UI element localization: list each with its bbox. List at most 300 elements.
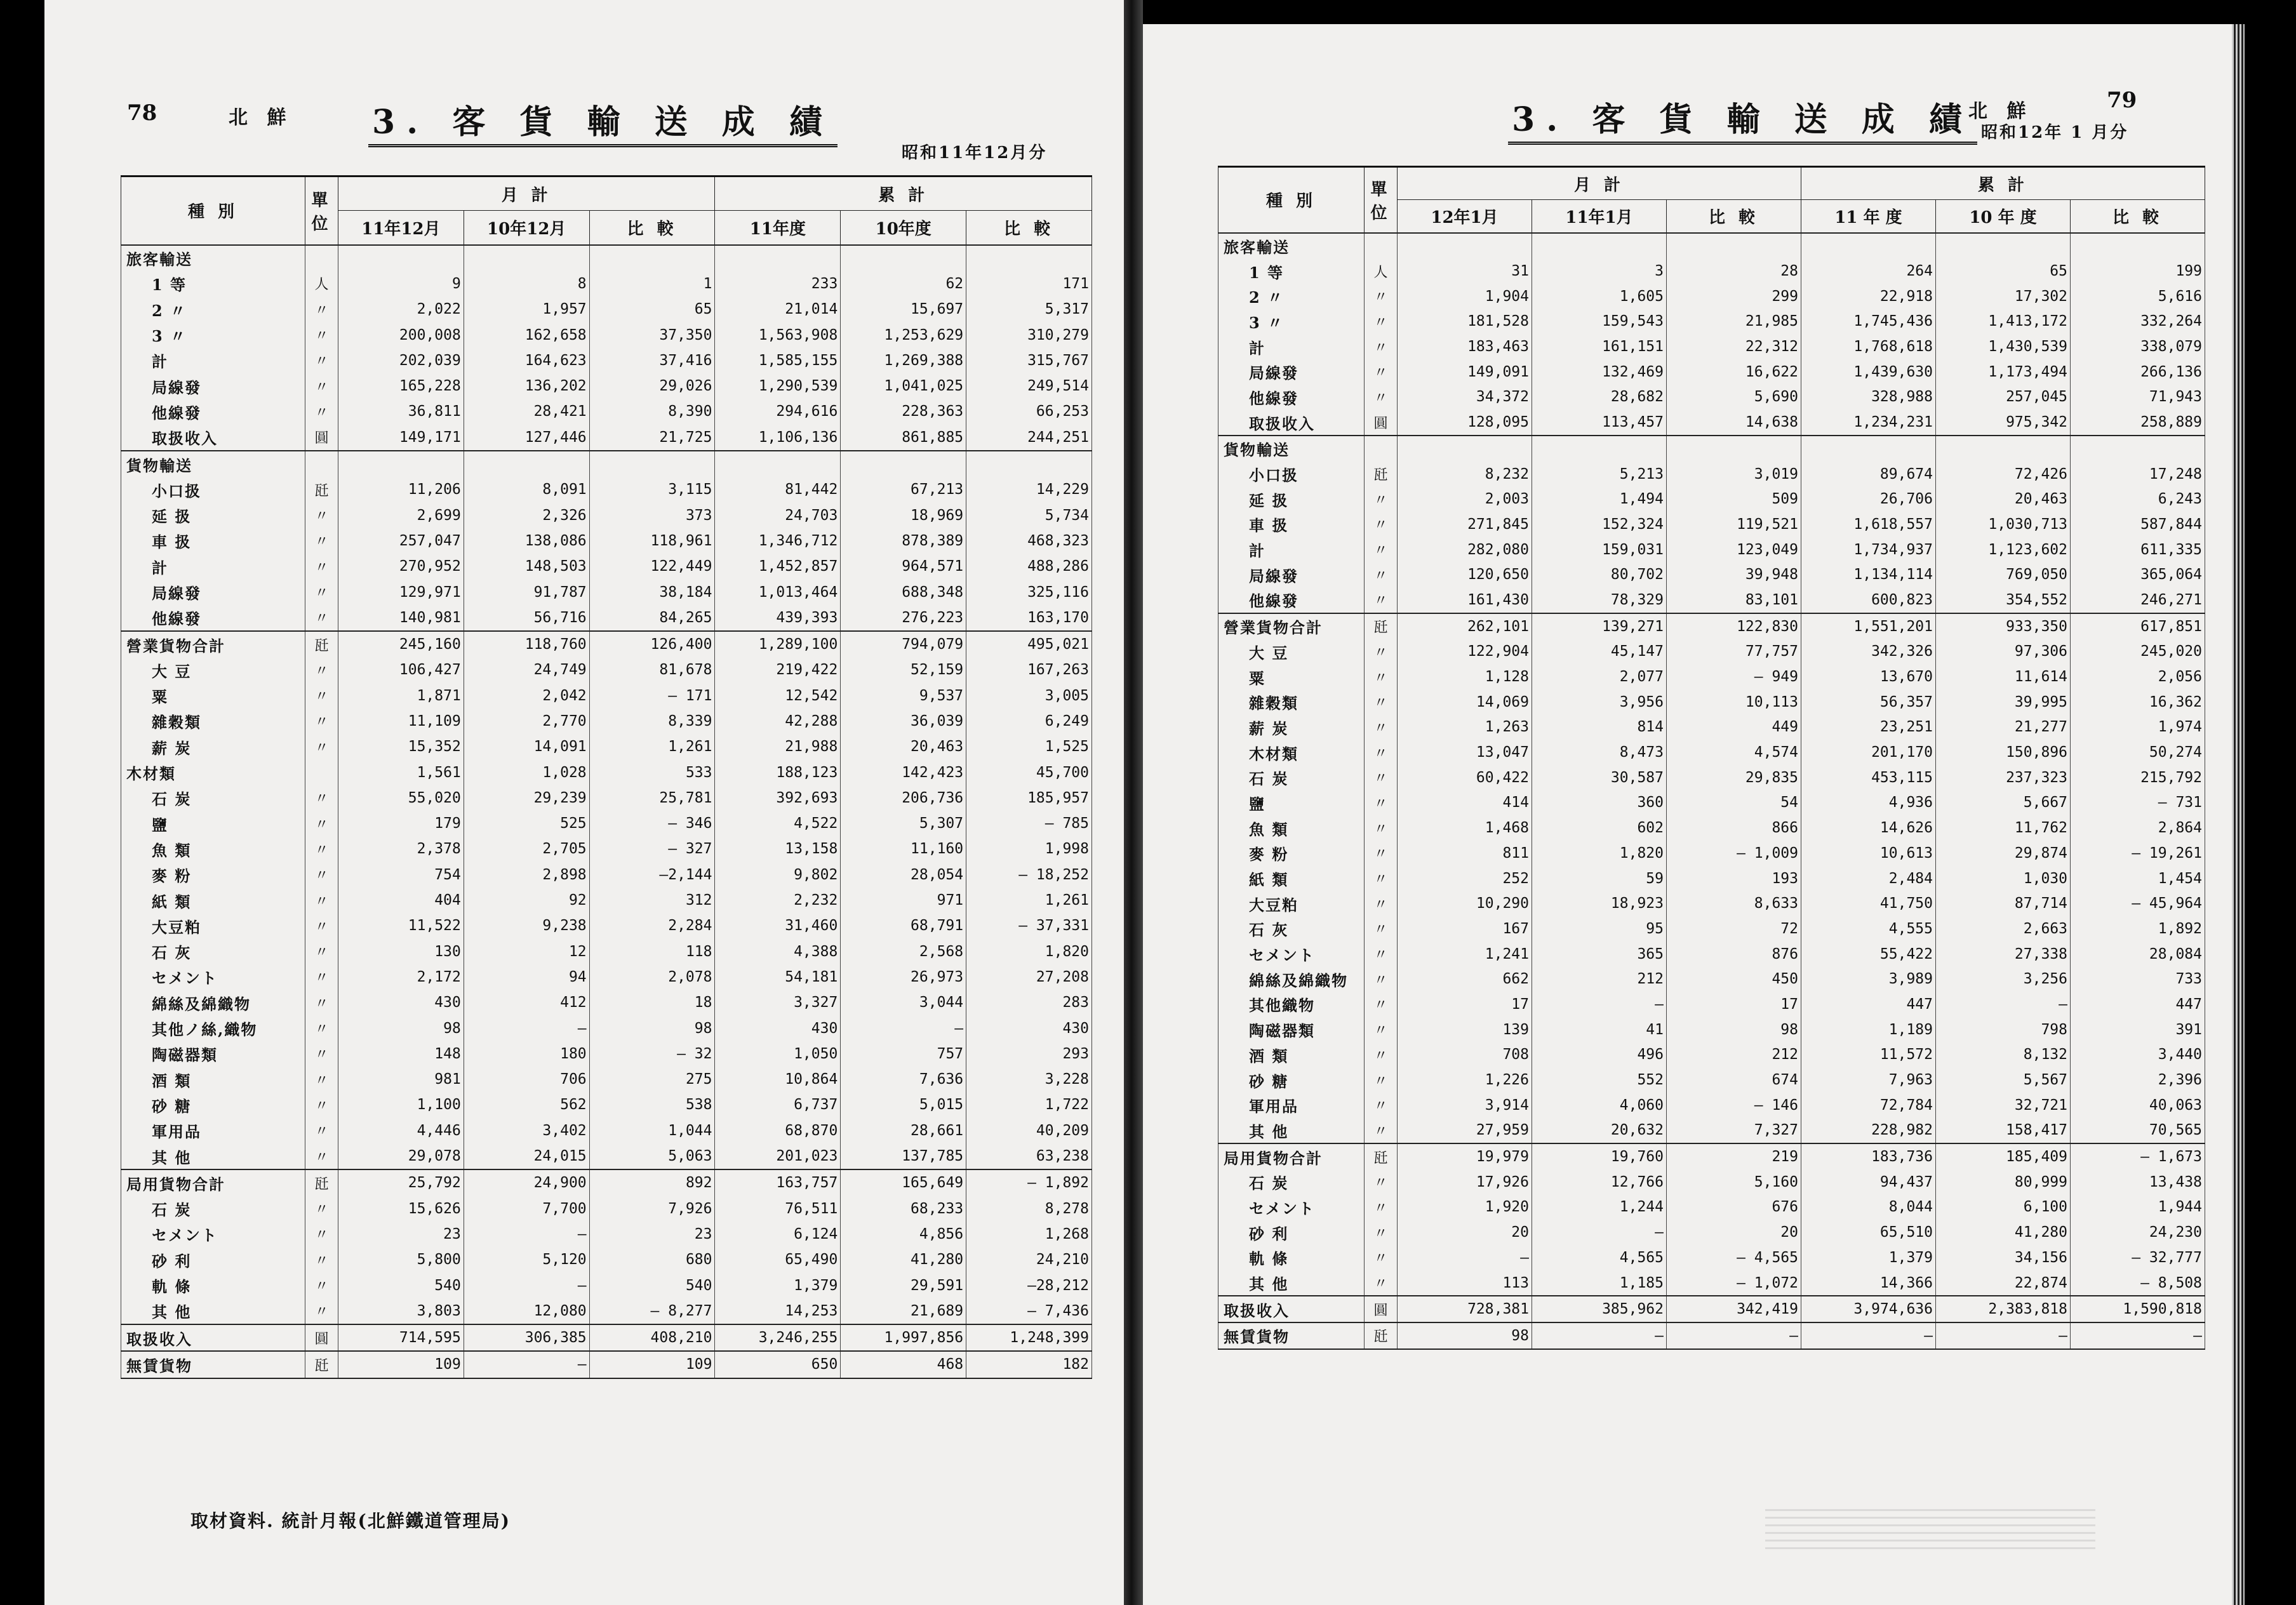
- row-label: 陶磁器類: [121, 1041, 305, 1067]
- cell-value: 54: [1667, 790, 1801, 816]
- col-unit-header: 單 位: [305, 176, 338, 245]
- cell-value: 408,210: [589, 1324, 715, 1351]
- cell-value: 468: [841, 1351, 966, 1378]
- cell-value: 1,189: [1801, 1017, 1936, 1042]
- cell-value: 1,244: [1532, 1195, 1667, 1220]
- row-label: 局用貨物合計: [121, 1169, 305, 1195]
- cell-value: 4,522: [715, 811, 841, 836]
- cell-value: 219,422: [715, 657, 841, 683]
- cell-value: 148: [338, 1041, 464, 1067]
- cell-value: 36,811: [338, 399, 464, 424]
- col-kind-header: 種 別: [1218, 167, 1365, 233]
- row-unit: [1365, 436, 1398, 462]
- cell-value: 892: [589, 1169, 715, 1195]
- cell-value: 6,249: [966, 709, 1092, 734]
- cell-value: 3,256: [1936, 966, 2071, 992]
- cell-value: 25,781: [589, 785, 715, 811]
- cell-value: 246,271: [2071, 587, 2205, 613]
- table-row: [121, 1272, 1092, 1298]
- cell-value: 1,920: [1398, 1195, 1532, 1220]
- table-row: [1218, 916, 2205, 942]
- row-unit: 〃: [1365, 1195, 1398, 1220]
- cell-value: 449: [1667, 715, 1801, 740]
- cell-value: 14,638: [1667, 410, 1801, 436]
- cell-value: 964,571: [841, 554, 966, 579]
- cell-value: 325,116: [966, 579, 1092, 604]
- cell-value: 159,543: [1532, 309, 1667, 335]
- cell-value: 8,278: [966, 1195, 1092, 1221]
- row-label: 貨物輸送: [121, 451, 305, 477]
- table-row: [121, 502, 1092, 528]
- cell-value: 20: [1667, 1220, 1801, 1245]
- row-unit: 〃: [1365, 284, 1398, 309]
- table-row: [1218, 284, 2205, 309]
- cell-value: — 8,508: [2071, 1270, 2205, 1296]
- cell-value: 163,170: [966, 605, 1092, 631]
- cell-value: 54,181: [715, 964, 841, 990]
- cell-value: 67,213: [841, 477, 966, 502]
- cell-value: 293: [966, 1041, 1092, 1067]
- cell-value: [2071, 436, 2205, 462]
- period-label: 昭和12年 1 月分: [1981, 123, 2129, 142]
- cell-value: 299: [1667, 284, 1801, 309]
- row-unit: 〃: [305, 1118, 338, 1143]
- cell-value: 23: [589, 1222, 715, 1247]
- cell-value: 68,233: [841, 1195, 966, 1221]
- row-unit: 〃: [305, 1015, 338, 1041]
- cell-value: 28,084: [2071, 942, 2205, 967]
- cell-value: 453,115: [1801, 765, 1936, 790]
- cell-value: 728,381: [1398, 1296, 1532, 1322]
- cell-value: 1,892: [2071, 916, 2205, 942]
- table-row: [1218, 740, 2205, 765]
- row-unit: 〃: [305, 913, 338, 938]
- row-unit: 〃: [1365, 815, 1398, 841]
- row-label: 砂 利: [1218, 1220, 1365, 1245]
- cell-value: 2,078: [589, 964, 715, 990]
- cell-value: — 949: [1667, 664, 1801, 689]
- cell-value: [1532, 233, 1667, 259]
- cell-value: 42,288: [715, 709, 841, 734]
- cell-value: 495,021: [966, 631, 1092, 657]
- cell-value: 13,158: [715, 836, 841, 862]
- cell-value: 1,998: [966, 836, 1092, 862]
- cell-value: 430: [338, 990, 464, 1015]
- cell-value: 252: [1398, 866, 1532, 891]
- cell-value: 1,957: [464, 296, 589, 322]
- cell-value: 19,760: [1532, 1143, 1667, 1169]
- row-unit: 〃: [1365, 1169, 1398, 1195]
- row-unit: 瓩: [305, 1351, 338, 1378]
- cell-value: 11,206: [338, 477, 464, 502]
- row-label: 酒 類: [1218, 1042, 1365, 1068]
- cell-value: 98: [589, 1015, 715, 1041]
- cell-value: 106,427: [338, 657, 464, 683]
- table-row: [121, 939, 1092, 964]
- cell-value: 13,047: [1398, 740, 1532, 765]
- cell-value: 27,338: [1936, 942, 2071, 967]
- cell-value: 21,725: [589, 425, 715, 451]
- cell-value: 72,426: [1936, 462, 2071, 487]
- table-row: [1218, 841, 2205, 866]
- row-label: 局線發: [1218, 359, 1365, 385]
- row-label: 2 〃: [121, 296, 305, 322]
- cell-value: 21,277: [1936, 715, 2071, 740]
- cell-value: [715, 245, 841, 271]
- cell-value: 29,591: [841, 1272, 966, 1298]
- cell-value: 14,366: [1801, 1270, 1936, 1296]
- row-label: 石 炭: [121, 1195, 305, 1221]
- table-row: [1218, 1245, 2205, 1270]
- cell-value: 18,923: [1532, 891, 1667, 916]
- row-label: 營業貨物合計: [1218, 613, 1365, 639]
- row-unit: 〃: [305, 1041, 338, 1067]
- cell-value: 1,241: [1398, 942, 1532, 967]
- cell-value: 769,050: [1936, 562, 2071, 587]
- cell-value: 219: [1667, 1143, 1801, 1169]
- cell-value: 1,379: [715, 1272, 841, 1298]
- table-row: [121, 348, 1092, 373]
- row-label: 大豆粕: [121, 913, 305, 938]
- cell-value: 814: [1532, 715, 1667, 740]
- row-unit: 〃: [1365, 765, 1398, 790]
- cell-value: 23,251: [1801, 715, 1936, 740]
- cell-value: 17,302: [1936, 284, 2071, 309]
- cell-value: 1,561: [338, 759, 464, 785]
- row-label: 計: [1218, 537, 1365, 563]
- row-label: 小口扱: [1218, 462, 1365, 487]
- row-label: 取扱收入: [1218, 1296, 1365, 1322]
- cell-value: 276,223: [841, 605, 966, 631]
- cell-value: 14,091: [464, 734, 589, 759]
- cell-value: 140,981: [338, 605, 464, 631]
- row-unit: 瓩: [1365, 1322, 1398, 1349]
- row-label: 綿絲及綿織物: [121, 990, 305, 1015]
- cell-value: 72,784: [1801, 1093, 1936, 1118]
- cell-value: 130: [338, 939, 464, 964]
- cell-value: 1,173,494: [1936, 359, 2071, 385]
- row-unit: 〃: [305, 709, 338, 734]
- cell-value: 52,159: [841, 657, 966, 683]
- cell-value: 29,835: [1667, 765, 1801, 790]
- row-unit: 〃: [305, 1222, 338, 1247]
- cell-value: —: [841, 1015, 966, 1041]
- row-label: 貨物輸送: [1218, 436, 1365, 462]
- cell-value: 5,063: [589, 1143, 715, 1169]
- row-label: 計: [1218, 334, 1365, 359]
- table-row: [1218, 1220, 2205, 1245]
- row-unit: 〃: [1365, 512, 1398, 537]
- cell-value: 391: [2071, 1017, 2205, 1042]
- cell-value: 2,022: [338, 296, 464, 322]
- cell-value: 45,147: [1532, 639, 1667, 665]
- cell-value: 975,342: [1936, 410, 2071, 436]
- row-label: 計: [121, 348, 305, 373]
- cell-value: 5,015: [841, 1092, 966, 1117]
- cell-value: 587,844: [2071, 512, 2205, 537]
- cell-value: 540: [589, 1272, 715, 1298]
- row-unit: 圓: [305, 1324, 338, 1351]
- cell-value: 4,574: [1667, 740, 1801, 765]
- cell-value: 5,616: [2071, 284, 2205, 309]
- cell-value: 171: [966, 271, 1092, 296]
- table-row: [1218, 233, 2205, 259]
- cell-value: —: [1667, 1322, 1801, 1349]
- cell-value: — 327: [589, 836, 715, 862]
- cell-value: 113: [1398, 1270, 1532, 1296]
- cell-value: 120,650: [1398, 562, 1532, 587]
- col-header: 比 較: [1667, 200, 1801, 233]
- cell-value: 14,069: [1398, 689, 1532, 715]
- cell-value: 87,714: [1936, 891, 2071, 916]
- row-label: 酒 類: [121, 1067, 305, 1092]
- cell-value: 188,123: [715, 759, 841, 785]
- cell-value: 1,030: [1936, 866, 2071, 891]
- cell-value: 533: [589, 759, 715, 785]
- cell-value: 39,995: [1936, 689, 2071, 715]
- cell-value: 185,957: [966, 785, 1092, 811]
- cell-value: 1,439,630: [1801, 359, 1936, 385]
- cell-value: 215,792: [2071, 765, 2205, 790]
- cell-value: 1,454: [2071, 866, 2205, 891]
- cell-value: 3,019: [1667, 462, 1801, 487]
- row-label: 木材類: [1218, 740, 1365, 765]
- cell-value: 109: [338, 1351, 464, 1378]
- cell-value: 708: [1398, 1042, 1532, 1068]
- row-unit: 圓: [1365, 410, 1398, 436]
- cell-value: 1,268: [966, 1222, 1092, 1247]
- cell-value: 257,047: [338, 528, 464, 554]
- row-unit: 人: [1365, 258, 1398, 284]
- cell-value: 2,864: [2071, 815, 2205, 841]
- cell-value: 158,417: [1936, 1118, 2071, 1144]
- cell-value: 30,587: [1532, 765, 1667, 790]
- row-label: 小口扱: [121, 477, 305, 502]
- cell-value: 132,469: [1532, 359, 1667, 385]
- row-unit: 〃: [305, 579, 338, 604]
- cell-value: 662: [1398, 966, 1532, 992]
- cell-value: 11,572: [1801, 1042, 1936, 1068]
- table-row: [121, 709, 1092, 734]
- cell-value: 2,770: [464, 709, 589, 734]
- cell-value: 1,289,100: [715, 631, 841, 657]
- row-unit: 〃: [1365, 891, 1398, 916]
- row-label: 石 炭: [1218, 765, 1365, 790]
- col-cumulative-header: 累 計: [1801, 167, 2205, 200]
- row-unit: 〃: [1365, 1270, 1398, 1296]
- row-unit: 〃: [305, 811, 338, 836]
- cell-value: 540: [338, 1272, 464, 1298]
- col-kind-header: 種 別: [121, 176, 305, 245]
- cell-value: [338, 451, 464, 477]
- table-row: [121, 734, 1092, 759]
- cell-value: 8,091: [464, 477, 589, 502]
- cell-value: 28: [1667, 258, 1801, 284]
- cell-value: 41,750: [1801, 891, 1936, 916]
- table-row: [1218, 765, 2205, 790]
- row-label: 局用貨物合計: [1218, 1143, 1365, 1169]
- row-label: 1 等: [1218, 258, 1365, 284]
- table-row: [1218, 537, 2205, 563]
- cell-value: 266,136: [2071, 359, 2205, 385]
- cell-value: 98: [338, 1015, 464, 1041]
- row-label: 鹽: [1218, 790, 1365, 816]
- table-row: [1218, 1169, 2205, 1195]
- cell-value: 150,896: [1936, 740, 2071, 765]
- cell-value: —: [464, 1272, 589, 1298]
- row-unit: 瓩: [305, 1169, 338, 1195]
- cell-value: 757: [841, 1041, 966, 1067]
- cell-value: 22,918: [1801, 284, 1936, 309]
- cell-value: 142,423: [841, 759, 966, 785]
- cell-value: 2,378: [338, 836, 464, 862]
- cell-value: 933,350: [1936, 613, 2071, 639]
- cell-value: [464, 245, 589, 271]
- row-unit: 〃: [305, 1298, 338, 1324]
- table-row: [1218, 1067, 2205, 1093]
- cell-value: 78,329: [1532, 587, 1667, 613]
- cell-value: 34,372: [1398, 385, 1532, 410]
- cell-value: 271,845: [1398, 512, 1532, 537]
- cell-value: 183,736: [1801, 1143, 1936, 1169]
- cell-value: 1,494: [1532, 486, 1667, 512]
- transport-table: [1218, 166, 2205, 1350]
- cell-value: 244,251: [966, 425, 1092, 451]
- col-monthly-header: 月 計: [338, 176, 715, 211]
- cell-value: 4,565: [1532, 1245, 1667, 1270]
- cell-value: 450: [1667, 966, 1801, 992]
- cell-value: 34,156: [1936, 1245, 2071, 1270]
- table-row: [1218, 715, 2205, 740]
- cell-value: [715, 451, 841, 477]
- table-row: [121, 425, 1092, 451]
- cell-value: 1,452,857: [715, 554, 841, 579]
- cell-value: 245,160: [338, 631, 464, 657]
- row-unit: 〃: [305, 1067, 338, 1092]
- col-header: 11年12月: [338, 211, 464, 245]
- cell-value: [841, 451, 966, 477]
- cell-value: 29,026: [589, 373, 715, 399]
- cell-value: 127,446: [464, 425, 589, 451]
- cell-value: 4,856: [841, 1222, 966, 1247]
- row-unit: 〃: [305, 939, 338, 964]
- cell-value: 257,045: [1936, 385, 2071, 410]
- table-row: [1218, 1118, 2205, 1144]
- cell-value: 4,388: [715, 939, 841, 964]
- row-unit: 〃: [1365, 639, 1398, 665]
- cell-value: 3,803: [338, 1298, 464, 1324]
- cell-value: 1,248,399: [966, 1324, 1092, 1351]
- cell-value: 3,440: [2071, 1042, 2205, 1068]
- row-label: 他線發: [1218, 587, 1365, 613]
- cell-value: 28,682: [1532, 385, 1667, 410]
- cell-value: 11,522: [338, 913, 464, 938]
- cell-value: 55,422: [1801, 942, 1936, 967]
- cell-value: [1936, 436, 2071, 462]
- cell-value: 249,514: [966, 373, 1092, 399]
- cell-value: 310,279: [966, 322, 1092, 347]
- col-header: 比 較: [589, 211, 715, 245]
- cell-value: 24,210: [966, 1247, 1092, 1272]
- cell-value: 7,636: [841, 1067, 966, 1092]
- row-label: 其 他: [1218, 1118, 1365, 1144]
- cell-value: 2,326: [464, 502, 589, 528]
- cell-value: 91,787: [464, 579, 589, 604]
- cell-value: 65: [589, 296, 715, 322]
- table-row: [1218, 1093, 2205, 1118]
- cell-value: 2,003: [1398, 486, 1532, 512]
- cell-value: — 4,565: [1667, 1245, 1801, 1270]
- cell-value: 14,626: [1801, 815, 1936, 841]
- cell-value: 109: [589, 1351, 715, 1378]
- table-row: [1218, 992, 2205, 1017]
- cell-value: 552: [1532, 1067, 1667, 1093]
- row-label: 局線發: [121, 579, 305, 604]
- cell-value: 136,202: [464, 373, 589, 399]
- cell-value: 10,864: [715, 1067, 841, 1092]
- cell-value: 733: [2071, 966, 2205, 992]
- table-row: [121, 296, 1092, 322]
- cell-value: 1: [589, 271, 715, 296]
- table-row: [121, 785, 1092, 811]
- cell-value: 3,246,255: [715, 1324, 841, 1351]
- cell-value: 7,926: [589, 1195, 715, 1221]
- row-unit: 〃: [305, 1092, 338, 1117]
- row-unit: 〃: [305, 528, 338, 554]
- cell-value: — 32,777: [2071, 1245, 2205, 1270]
- cell-value: 92: [464, 888, 589, 913]
- cell-value: 1,269,388: [841, 348, 966, 373]
- cell-value: 3: [1532, 258, 1667, 284]
- cell-value: 2,699: [338, 502, 464, 528]
- table-row: [121, 1118, 1092, 1143]
- faded-stamp: [1765, 1505, 2095, 1549]
- cell-value: 17: [1667, 992, 1801, 1017]
- cell-value: 56,716: [464, 605, 589, 631]
- row-unit: 〃: [305, 399, 338, 424]
- cell-value: 50,274: [2071, 740, 2205, 765]
- table-row: [121, 657, 1092, 683]
- cell-value: 611,335: [2071, 537, 2205, 563]
- cell-value: 15,352: [338, 734, 464, 759]
- cell-value: 123,049: [1667, 537, 1801, 563]
- cell-value: 6,124: [715, 1222, 841, 1247]
- cell-value: 119,521: [1667, 512, 1801, 537]
- source-note: 取材資料. 統計月報(北鮮鐵道管理局): [190, 1510, 511, 1531]
- table-row: [1218, 1270, 2205, 1296]
- cell-value: — 45,964: [2071, 891, 2205, 916]
- row-unit: 〃: [305, 1272, 338, 1298]
- cell-value: 496: [1532, 1042, 1667, 1068]
- table-row: [121, 399, 1092, 424]
- cell-value: 2,396: [2071, 1067, 2205, 1093]
- table-row: [1218, 815, 2205, 841]
- cell-value: 8: [464, 271, 589, 296]
- cell-value: 94: [464, 964, 589, 990]
- cell-value: 2,484: [1801, 866, 1936, 891]
- cell-value: 118: [589, 939, 715, 964]
- cell-value: 24,749: [464, 657, 589, 683]
- cell-value: 41: [1532, 1017, 1667, 1042]
- table-row: [1218, 1195, 2205, 1220]
- cell-value: 10,113: [1667, 689, 1801, 715]
- table-row: [121, 1092, 1092, 1117]
- cell-value: 7,327: [1667, 1118, 1801, 1144]
- cell-value: 19,979: [1398, 1143, 1532, 1169]
- cell-value: — 731: [2071, 790, 2205, 816]
- row-label: 其 他: [121, 1143, 305, 1169]
- row-label: 雜穀類: [1218, 689, 1365, 715]
